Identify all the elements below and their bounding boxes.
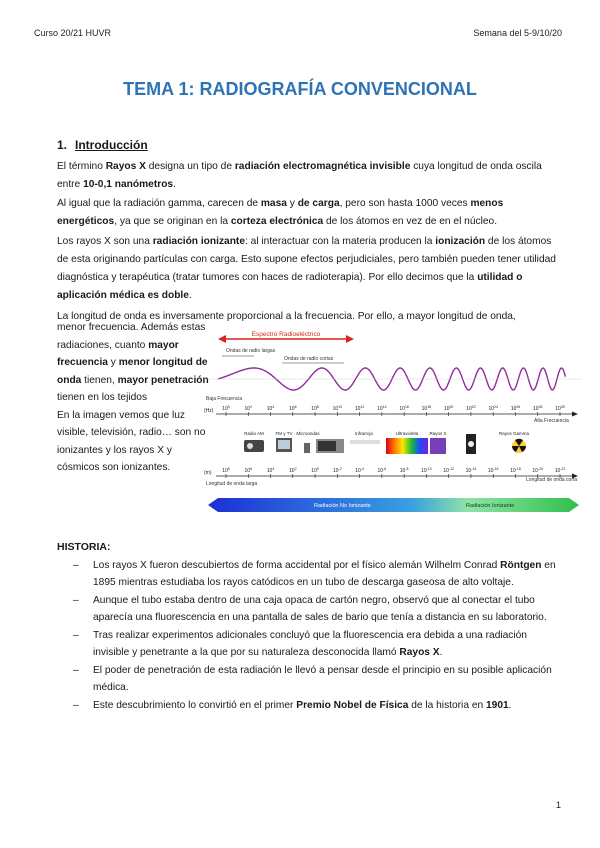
axis-tick-label: $10^{18}$ xyxy=(421,405,432,412)
axis-tick-label: $10^8$ xyxy=(311,405,319,412)
frequency-paragraph: menor frecuencia. Además estas radiaciones, cuanto mayor frecuencia y menor longitud de onda tienen, mayor penetración tienen en los tejidos xyxy=(57,322,209,403)
source-label: Ultravioleta xyxy=(395,431,419,436)
spectrum-arrow-left xyxy=(218,335,226,343)
history-list xyxy=(73,558,558,717)
axis-tick-label: $10^{28}$ xyxy=(532,405,543,412)
frequency-explanation xyxy=(57,319,217,477)
bold-term: 1901 xyxy=(485,700,509,711)
axis-tick-label: $10^{12}$ xyxy=(354,405,365,412)
intro-paragraph: Los rayos X son una radiación ionizante: al interactuar con la materia producen la ionización de los átomos de esta originando partículas con carga. Esto supone efectos perjudiciales, pero también pueden tener utilidad diagnóstica y terapéutica (tratar tumores con haces de radioterapia). Por ello decimos que la utilidad o aplicación médica es doble. xyxy=(57,236,556,301)
axis-tick-label: $10^2$ xyxy=(289,467,297,474)
axis-tick-label: $10^{-10}$ xyxy=(421,467,432,474)
history-item: – El poder de penetración de esta radiación le llevó a pensar desde el principio en su posible aplicación médica. xyxy=(73,663,558,696)
axis-tick-label: $10^{10}$ xyxy=(332,405,343,412)
history-heading: HISTORIA: xyxy=(57,541,111,553)
ionizing-label: Radiación Ionizante xyxy=(466,503,515,509)
axis-tick-label: $10^0$ xyxy=(222,405,230,412)
long-wave-label: Ondas de radio largas xyxy=(226,348,276,354)
source-icons xyxy=(244,434,526,454)
axis-tick-label: $10^{16}$ xyxy=(399,405,409,412)
axis-tick-label: $10^{20}$ xyxy=(443,405,454,412)
bold-term: Rayos X xyxy=(399,646,440,658)
axis-tick-label: $10^{-14}$ xyxy=(465,467,477,474)
intro-paragraph: El término Rayos X designa un tipo de radiación electromagnética invisible cuya longitud de onda oscila entre 10-0,1 nanómetros. xyxy=(57,161,542,190)
xray-bone-icon xyxy=(468,441,474,447)
history-item: – Los rayos X fueron descubiertos de forma accidental por el físico alemán Wilhelm Conrad Röntgen en 1895 mientras estudiaba los rayos catódicos en un tubo de descarga gaseosa de alto voltaje. xyxy=(73,558,558,591)
short-wave-label: Ondas de radio cortas xyxy=(284,356,334,362)
axis-tick-label: $10^{-4}$ xyxy=(355,467,364,474)
frequency-axis-arrow xyxy=(572,412,578,417)
page-header xyxy=(34,28,562,38)
axis-tick-label: $10^{-20}$ xyxy=(532,467,544,474)
axis-tick-label: $10^{14}$ xyxy=(377,405,387,412)
tv-screen-icon xyxy=(278,440,290,449)
microwave-window-icon xyxy=(318,441,336,451)
phone-icon xyxy=(304,443,310,453)
bold-term: mayor penetración xyxy=(117,374,209,386)
axis-tick-label: $10^{-6}$ xyxy=(377,467,387,474)
week-label: Semana del 5-9/10/20 xyxy=(473,28,562,38)
axis-tick-label: $10^4$ xyxy=(266,467,275,474)
bold-term: menos energéticos xyxy=(57,198,504,227)
source-labels xyxy=(244,431,529,436)
ultraviolet-band xyxy=(430,438,446,454)
radio-speaker-icon xyxy=(247,443,253,449)
section-number: 1. xyxy=(57,138,68,152)
section-title: Introducción xyxy=(75,138,148,152)
long-wavelength-label: Longitud de onda larga xyxy=(206,481,258,487)
axis-tick-label: $10^8$ xyxy=(222,467,230,474)
axis-tick-label: $10^{-8}$ xyxy=(399,467,409,474)
bold-term: radiación electromagnética invisible xyxy=(234,161,411,172)
source-label: Rayos X xyxy=(429,431,447,436)
bold-term: utilidad o aplicación médica es doble xyxy=(57,272,523,301)
source-label: Radio AM xyxy=(244,431,264,436)
history-item: – Aunque el tubo estaba dentro de una caja opaca de cartón negro, observó que al conectar el tubo aparecía una fluorescencia en una pantalla de sales de bario que tenía a distancia en su laboratorio. xyxy=(73,593,558,626)
ionization-band xyxy=(208,498,579,512)
wavelength-unit: (m) xyxy=(204,470,212,476)
axis-tick-label: $10^{-12}$ xyxy=(443,467,454,474)
bold-term: mayor frecuencia xyxy=(57,339,179,368)
spectrum-arrow-right xyxy=(346,335,354,343)
bold-term: 10-0,1 nanómetros xyxy=(83,179,174,190)
source-label: Rayos Gamma xyxy=(498,431,530,436)
axis-tick-label: $10^{-18}$ xyxy=(510,467,521,474)
axis-tick-label: $10^4$ xyxy=(266,405,275,412)
bold-term: ionización xyxy=(435,236,486,247)
ionizing-note: En la imagen vemos que luz visible, televisión, radio… son no ionizantes y los rayos X y cósmicos son ionizantes. xyxy=(57,409,206,473)
intro-paragraph: Al igual que la radiación gamma, carecen de masa y de carga, pero son hasta 1000 veces menos energéticos, ya que se originan en la corteza electrónica de los átomos en vez de en el núcleo. xyxy=(57,198,504,227)
history-item: – Este descubrimiento lo convirtió en el primer Premio Nobel de Física de la historia en 1901. xyxy=(73,698,558,715)
axis-tick-label: $10^{26}$ xyxy=(510,405,521,412)
bold-term: masa xyxy=(260,198,287,209)
bold-term: menor longitud de onda xyxy=(57,357,208,386)
visible-light-band xyxy=(386,438,428,454)
history-item: – Tras realizar experimentos adicionales concluyó que la fluorescencia era debida a una radiación invisible y penetrante a la que por su naturaleza desconocida llamó Rayos X. xyxy=(73,628,558,661)
non-ionizing-label: Radiación No Ionizante xyxy=(314,503,371,509)
axis-tick-label: $10^{30}$ xyxy=(555,405,565,412)
axis-tick-label: $10^0$ xyxy=(311,467,319,474)
course-label: Curso 20/21 HUVR xyxy=(34,28,112,38)
axis-tick-label: $10^{24}$ xyxy=(488,405,498,412)
axis-tick-label: $10^2$ xyxy=(244,405,253,412)
electromagnetic-spectrum-figure xyxy=(204,330,582,518)
bold-term: radiación ionizante xyxy=(152,236,245,247)
low-frequency-label: Baja Frecuencia xyxy=(206,396,243,402)
spectrum-label: Espectro Radioeléctrico xyxy=(251,331,321,338)
page-number: 1 xyxy=(556,800,562,810)
intro-text xyxy=(57,158,557,326)
section-heading xyxy=(57,138,148,152)
bold-term: Premio Nobel de Física xyxy=(296,700,409,711)
bold-term: corteza electrónica xyxy=(230,216,324,227)
infrared-icon xyxy=(350,440,380,444)
short-wavelength-label: Longitud de onda corta xyxy=(526,477,578,483)
bold-term: de carga xyxy=(297,198,340,209)
page-title: TEMA 1: RADIOGRAFÍA CONVENCIONAL xyxy=(123,79,477,99)
axis-tick-label: $10^{22}$ xyxy=(466,405,476,412)
source-label: Microondas xyxy=(296,431,320,436)
axis-tick-label: $10^{-22}$ xyxy=(554,467,566,474)
bold-term: Röntgen xyxy=(500,560,542,571)
high-frequency-label: Alta Frecuencia xyxy=(534,418,569,424)
axis-tick-label: $10^{-16}$ xyxy=(487,467,499,474)
frequency-unit: (Hz) xyxy=(204,408,214,414)
bold-term: Rayos X xyxy=(105,161,146,172)
intro-paragraph: La longitud de onda es inversamente proporcional a la frecuencia. Por ello, a mayor longitud de onda, xyxy=(57,311,516,322)
axis-tick-label: $10^6$ xyxy=(244,467,253,474)
source-label: Infrarrojo xyxy=(354,431,374,436)
axis-tick-label: $10^6$ xyxy=(289,405,297,412)
axis-tick-label: $10^{-2}$ xyxy=(332,467,342,474)
source-label: FM y TV xyxy=(275,431,293,436)
